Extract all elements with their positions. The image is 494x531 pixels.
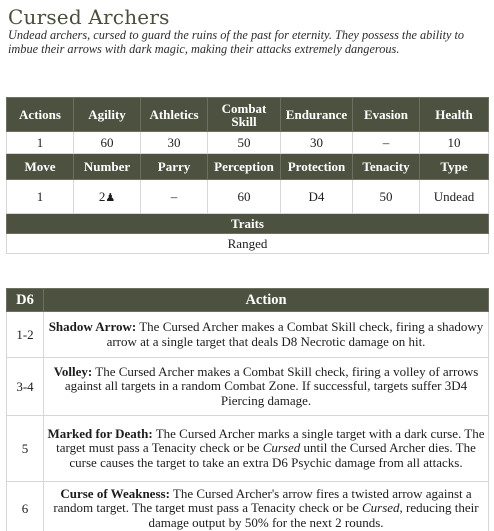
stat-header-parry: Parry: [141, 154, 208, 180]
pawn-icon: ♟: [105, 191, 116, 204]
action-row: [7, 482, 489, 531]
creature-description: Undead archers, cursed to guard the ruins of the past for eternity. They possess the ability to imbue their arrows with dark magic, making their attacks extremely dangerous.: [8, 28, 465, 56]
stat-header-health: Health: [420, 98, 489, 132]
action-description: The Cursed Archer makes a Combat Skill check, firing a shadowy arrow at a single target that deals D8 Necrotic damage on hit.: [106, 319, 484, 349]
action-text: [44, 312, 489, 358]
traits-value: Ranged: [7, 234, 489, 254]
stat-header-endurance: Endurance: [281, 98, 353, 132]
stats-header-row-2: [7, 154, 489, 180]
stat-value-actions: 1: [7, 132, 74, 154]
stat-value-protection: D4: [281, 180, 353, 214]
action-roll: 3-4: [7, 358, 44, 416]
stat-value-evasion: –: [353, 132, 420, 154]
stat-value-agility: 60: [74, 132, 141, 154]
cursed-condition: Cursed: [361, 500, 400, 516]
stat-value-move: 1: [7, 180, 74, 214]
action-name: Volley:: [53, 363, 93, 379]
stat-value-health: 10: [420, 132, 489, 154]
traits-value-row: [7, 234, 489, 254]
stats-header-row-1: [7, 98, 489, 132]
stat-header-type: Type: [420, 154, 489, 180]
stat-value-athletics: 30: [141, 132, 208, 154]
action-row: [7, 312, 489, 358]
stat-header-tenacity: Tenacity: [353, 154, 420, 180]
stats-value-row-1: [7, 132, 489, 154]
action-description: The Cursed Archer makes a Combat Skill check, firing a volley of arrows against all targets in a random Combat Zone. If successful, targets suffer 3D4 Piercing damage.: [64, 363, 479, 408]
action-text: [44, 482, 489, 531]
traits-header-row: [7, 214, 489, 234]
action-roll: 1-2: [7, 312, 44, 358]
stat-value-combat-skill: 50: [208, 132, 281, 154]
action-header-row: [7, 289, 489, 312]
action-text: [44, 416, 489, 482]
stat-header-move: Move: [7, 154, 74, 180]
stat-value-number: [74, 180, 141, 214]
stat-header-protection: Protection: [281, 154, 353, 180]
number-value: 2: [98, 188, 106, 204]
stat-value-perception: 60: [208, 180, 281, 214]
action-description-cont: until the Cursed Archer dies. The curse causes the target to take an extra D6 Psychic damage from all attacks.: [69, 440, 476, 470]
stat-header-number: Number: [74, 154, 141, 180]
stat-value-endurance: 30: [281, 132, 353, 154]
cursed-condition: Cursed: [262, 440, 301, 456]
stat-value-tenacity: 50: [353, 180, 420, 214]
action-roll: 6: [7, 482, 44, 531]
traits-header: Traits: [7, 214, 489, 234]
stat-header-perception: Perception: [208, 154, 281, 180]
action-row: [7, 416, 489, 482]
action-name: Shadow Arrow:: [48, 319, 137, 334]
action-description-cont: , reducing their damage output by 50% for the next 2 rounds.: [148, 500, 479, 530]
page-title: Cursed Archers: [8, 5, 170, 29]
action-table: [6, 288, 489, 531]
stat-header-agility: Agility: [74, 98, 141, 132]
action-description: The Cursed Archer marks a single target with a dark curse. The target must pass a Tenacity check or be: [56, 425, 485, 456]
action-roll: 5: [7, 416, 44, 482]
stat-value-parry: –: [141, 180, 208, 214]
stats-value-row-2: [7, 180, 489, 214]
action-row: [7, 358, 489, 416]
stat-value-type: Undead: [420, 180, 489, 214]
stat-header-actions: Actions: [7, 98, 74, 132]
action-name: Curse of Weakness:: [60, 485, 170, 501]
action-description: The Cursed Archer's arrow fires a twisted arrow against a random target. The target must pass a Tenacity check or be: [53, 485, 472, 516]
action-column-header: Action: [44, 289, 489, 312]
stat-header-athletics: Athletics: [141, 98, 208, 132]
action-name: Marked for Death:: [47, 425, 153, 441]
stats-table: [6, 97, 489, 254]
d6-column-header: D6: [7, 289, 44, 312]
stat-header-evasion: Evasion: [353, 98, 420, 132]
stat-header-combat-skill: Combat Skill: [208, 98, 281, 132]
action-text: [44, 358, 489, 416]
